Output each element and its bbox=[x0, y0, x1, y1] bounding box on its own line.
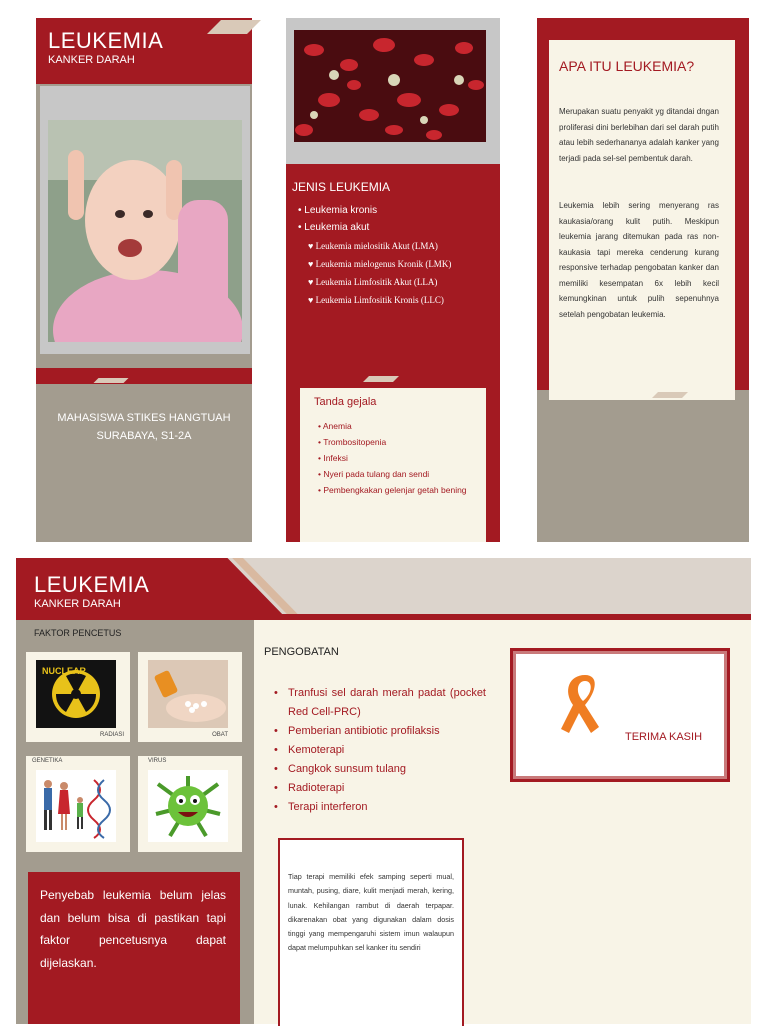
terapi-note: Tiap terapi memiliki efek samping seperti mual, muntah, pusing, diare, kulit menjadi merah, kering, lunak. Kehilangan rambut di daerah terpapar. dikarenakan obat yang digunakan dalam dosis tinggi yang mempengaruhi sistem imun walaupun dapat melumpuhkan sel kanker itu sendiri bbox=[288, 872, 454, 953]
pengobatan-list bbox=[274, 684, 486, 817]
bottom-subtitle: KANKER DARAH bbox=[34, 598, 121, 610]
list-item: • Leukemia kronis bbox=[298, 205, 378, 216]
list-item: • Trombositopenia bbox=[318, 437, 387, 447]
footer-line2: SURABAYA, S1-2A bbox=[96, 430, 192, 442]
list-item: ♥ Leukemia mielogenus Kronik (LMK) bbox=[308, 259, 452, 269]
cover-subtitle: KANKER DARAH bbox=[48, 54, 135, 66]
nuclear-text: NUCLEAR bbox=[42, 666, 86, 676]
cover-band bbox=[36, 368, 252, 384]
jenis-list bbox=[298, 202, 498, 236]
genetika-card bbox=[26, 756, 130, 852]
penyebab-text: Penyebab leukemia belum jelas dan belum bisa di pastikan tapi faktor pencetusnya dapat dijelaskan. bbox=[40, 888, 226, 970]
panel2-stripe bbox=[363, 376, 399, 382]
panel-apa bbox=[537, 18, 749, 542]
panel3-stripe bbox=[652, 392, 688, 398]
list-item: • Pembengkakan gelenjar getah bening bbox=[318, 485, 467, 495]
radiasi-label: RADIASI bbox=[99, 732, 124, 738]
pengobatan-title: PENGOBATAN bbox=[264, 646, 339, 658]
obat-label: OBAT bbox=[212, 732, 228, 738]
apa-para1: Merupakan suatu penyakit yg ditandai dngan proliferasi dini berlebihan dari sel darah putih atau lebih sederhananya adalah kanker yang terjadi pada sel-sel pembentuk darah. bbox=[559, 107, 719, 163]
list-item: • Cangkok sunsum tulang bbox=[274, 763, 407, 775]
list-item: ♥ Leukemia mielositik Akut (LMA) bbox=[308, 241, 438, 251]
radiation-image bbox=[36, 660, 116, 728]
list-item: ♥ Leukemia Limfositik Kronis (LLC) bbox=[308, 295, 444, 305]
band-stripe bbox=[94, 378, 129, 383]
apa-title: APA ITU LEUKEMIA? bbox=[559, 58, 695, 74]
list-item: • Infeksi bbox=[318, 453, 348, 463]
ribbon-icon bbox=[547, 669, 617, 739]
apa-box bbox=[549, 40, 735, 400]
list-item: • Tranfusi sel darah merah padat (pocket Red Cell-PRC) bbox=[274, 687, 486, 718]
radiasi-card bbox=[26, 652, 130, 742]
list-item: • Terapi interferon bbox=[274, 801, 368, 813]
family-image bbox=[36, 770, 116, 842]
apa-para2: Leukemia lebih sering menyerang ras kaukasia/orang kulit putih. Meskipun leukemia jarang ditemukan pada ras non-kaukasia tapi mereka cenderung kurang responsive terhadap pengobatan kanker dan memiliki kesempatan 6x lebih kecil kemungkinan untuk pulih sepenuhnya setelah pengobatan leukemia. bbox=[559, 201, 719, 319]
terapi-note-box bbox=[278, 838, 464, 1026]
list-item: • Nyeri pada tulang dan sendi bbox=[318, 469, 430, 479]
thanks-box bbox=[510, 648, 730, 782]
cover-title: LEUKEMIA bbox=[48, 28, 164, 53]
tanda-list bbox=[318, 418, 476, 498]
jenis-sublist bbox=[308, 237, 498, 309]
list-item: ♥ Leukemia Limfositik Akut (LLA) bbox=[308, 277, 438, 287]
tanda-title: Tanda gejala bbox=[314, 396, 377, 408]
tanda-box bbox=[300, 388, 486, 542]
faktor-title: FAKTOR PENCETUS bbox=[34, 628, 122, 638]
list-item: • Pemberian antibiotic profilaksis bbox=[274, 725, 440, 737]
footer-line1: MAHASISWA STIKES HANGTUAH bbox=[57, 412, 231, 424]
list-item: • Kemoterapi bbox=[274, 744, 345, 756]
list-item: • Leukemia akut bbox=[298, 222, 370, 233]
obat-card bbox=[138, 652, 242, 742]
bottom-title: LEUKEMIA bbox=[34, 572, 150, 597]
jenis-title: JENIS LEUKEMIA bbox=[292, 180, 391, 194]
panel-cover bbox=[36, 18, 252, 542]
panel-jenis bbox=[286, 18, 500, 542]
list-item: • Anemia bbox=[318, 421, 352, 431]
virus-image bbox=[148, 770, 228, 842]
penyebab-box bbox=[28, 872, 240, 1024]
list-item: • Radioterapi bbox=[274, 782, 345, 794]
blood-cells-image bbox=[294, 30, 486, 142]
bottom-spread bbox=[16, 558, 751, 1024]
medicine-image bbox=[148, 660, 228, 728]
faktor-column bbox=[16, 620, 254, 1024]
virus-label: VIRUS bbox=[148, 758, 167, 764]
virus-card bbox=[138, 756, 242, 852]
thanks-text: TERIMA KASIH bbox=[625, 731, 703, 743]
child-photo bbox=[48, 120, 242, 342]
genetika-label: GENETIKA bbox=[32, 758, 63, 764]
